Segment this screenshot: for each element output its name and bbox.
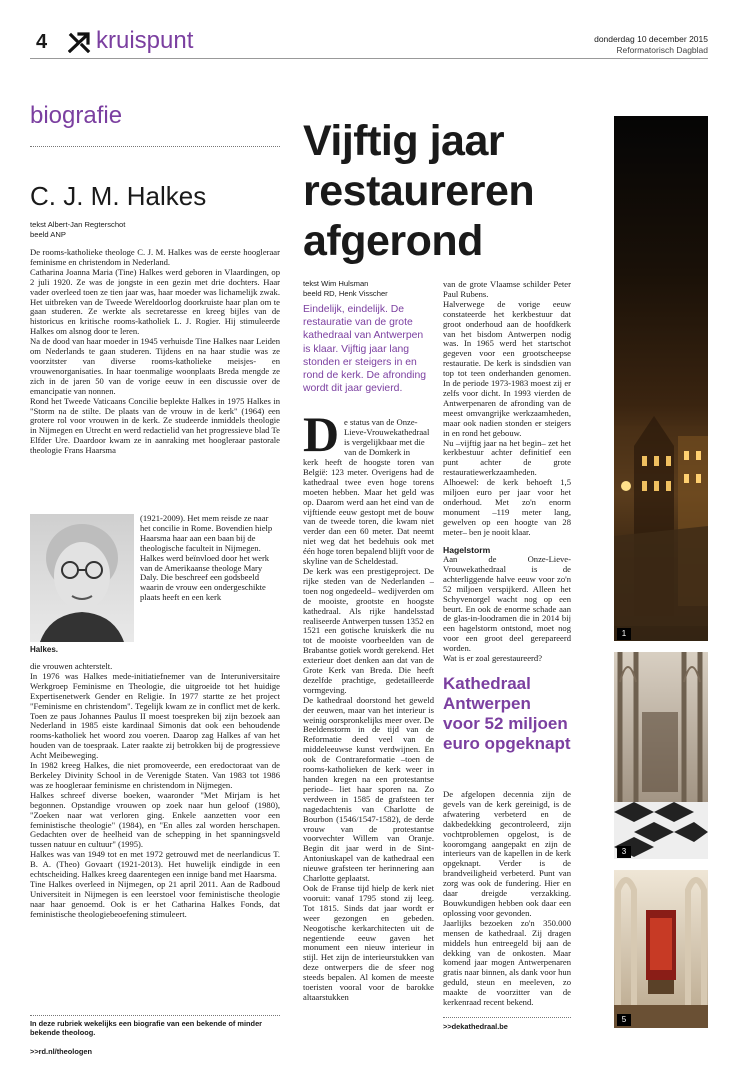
photo-label-1: 1 (617, 628, 631, 640)
page-number: 4 (36, 31, 48, 53)
box-title: Kathedraal Antwerpen voor 52 miljoen euro opgeknapt (443, 674, 571, 753)
bio-body-side: (1921-2009). Het mem reisde ze naar het concilie in Rome. Bovendien hielp Haarsma haar aan een baan bij de theologische faculteit in Nijmegen. Halkes werd beïnvloed door het werk van de Amerikaanse theologe Mary Daly. Die beschreef een godsbeeld waarin de vrouw een ondergeschikte plaats heeft en een kerk (140, 514, 273, 603)
bio-foot-divider (30, 1015, 280, 1016)
rubric-divider (30, 146, 280, 147)
section-title: kruispunt (96, 27, 194, 54)
photo-cathedral-altar (614, 870, 708, 1028)
header-rule (30, 58, 708, 59)
article-credit-text: tekst Wim Hulsman (303, 279, 369, 288)
photo-label-5: 5 (617, 1014, 631, 1026)
article-credit-photo: beeld RD, Henk Visscher (303, 289, 388, 298)
article-col2b: Aan de Onze-Lieve-Vrouwekathedraal is de achterliggende halve eeuw voor zo'n 52 miljoen verspijkerd. Alleen het Schyvenorgel wacht nog op een beurt. En ook de enorme schade aan de glas-in-loodramen die in 2014 bij een hagelstorm ontstond, moet nog voor een groot deel gerepareerd worden. Wat is er zoal gerestaureerd? (443, 555, 571, 664)
bio-link[interactable]: >>rd.nl/theologen (30, 1047, 93, 1056)
drop-cap: D (303, 406, 340, 462)
rubric-title: biografie (30, 102, 123, 129)
article-lead: Eindelijk, eindelijk. De restauratie van de grote kathedraal van Antwerpen is klaar. Vijftig jaar lang stonden er steigers in en rond de kerk. De afronding wordt dit jaar gevierd. (303, 304, 427, 395)
bio-name: C. J. M. Halkes (30, 181, 207, 211)
bio-credit-photo: beeld ANP (30, 230, 66, 239)
photo-label-3: 3 (617, 846, 631, 858)
photo-cathedral-night (614, 116, 708, 641)
portrait-photo (30, 514, 134, 642)
bio-footnote: In deze rubriek wekelijks een biografie van een bekende of minder bekende theoloog. (30, 1019, 263, 1037)
header-date: donderdag 10 december 2015 (594, 34, 708, 44)
article-link[interactable]: >>dekathedraal.be (443, 1022, 508, 1031)
cross-arrow-icon (68, 31, 92, 53)
box-body: De afgelopen decennia zijn de gevels van de kerk gereinigd, is de afwatering verbeterd en de dakbedekking gecontroleerd, zijn vochtproblemen opgelost, is de kooromgang aangepakt en zijn de interieurs van de kapellen in de kerk opgeknapt. Verder is de brandveiligheid verbeterd. Punt van zorg was ook de fundering. Hier en daar dreigde verzakking. Bouwkundigen hebben ook daar een oplossing voor gevonden. Jaarlijks bezoeken zo'n 350.000 mensen de kathedraal. Zij dragen middels hun entreegeld bij aan de dekking van de onkosten. Maar komend jaar mogen Antwerpenaren gratis naar binnen, als dank voor hun geduld, steun en meeleven, zo maakte de voorzitter van de kerkenraad recent bekend. (443, 790, 571, 1008)
photo-caption: Halkes. (30, 645, 59, 654)
article-subhead: Hagelstorm (443, 545, 491, 555)
article-col2: van de grote Vlaamse schilder Peter Paul Rubens. Halverwege de vorige eeuw constateerde het kerkbestuur dat groot onderhoud aan de hoofdkerk van het bisdom Antwerpen nodig was. In 1965 werd het startschot gegeven voor een grootscheepse restauratie. De kerk is sindsdien van top tot teen onderhanden genomen. In de periode 1973-1983 moest zij er zelfs voor dicht. In 1993 vierden de Antwerpenaren de afronding van de meest omvangrijke werkzaamheden, maar ook nadien stonden er steigers in en rond het gebouw. Nu –vijftig jaar na het begin– zet het kerkbestuur achter definitief een punt achter de grote restauratiewerkzaamheden. Alhoewel: de kerk behoeft 1,5 miljoen euro per jaar voor het onderhoud. Met zo'n enorm monument –119 meter lang, gewelven op een hoogte van 28 meter– ben je nooit klaar. (443, 280, 571, 537)
header-paper: Reformatorisch Dagblad (616, 45, 708, 55)
article-col1: kerk heeft de hoogste toren van België: 123 meter. Overigens had de kathedraal twee even hoge torens moeten hebben. Maar het geld was op. Daarom werd aan het eind van de vijftiende eeuw gestopt met de bouw van de tweede toren, die kwam niet verder dan een 60 meter. Dat neemt niet weg dat het bedehuis ook met één hoge toren bepalend blijft voor de skyline van de Scheldestad. De kerk was een prestigeproject. De rijke steden van de Nederlanden –toen nog ongedeeld– wedijverden om de mooiste, grootste en hoogste kathedraal. Als rijke handelsstad realiseerde Antwerpen tussen 1352 en 1521 een gotische kruiskerk die nu tot de mooiste voorbeelden van de Brabantse gotiek wordt gerekend. Het exterieur doet denken aan dat van de Grote Kerk van Breda. Die heeft dezelfde prachtige, gedetailleerde vormgeving. De kathedraal doorstond het geweld der eeuwen, maar van het interieur is weinig oorspronkelijks meer over. De Beeldenstorm in de tijd van de Reformatie deed veel van de middeleeuwse kunst verdwijnen. En ook de Contrareformatie –toen de rooms-katholieken de kerk weer in handen kregen na een protestantse periode– liet haar sporen na. Zo verdween in 1585 de grafsteen ter nagedachtenis van Charlotte de Bourbon (1546/1547-1582), de derde vrouw van de protestantse voorvechter Willem van Oranje. Begin dit jaar werd in de Sint-Antoniuskapel van de kathedraal een nieuwe grafsteen ter herinnering aan Charlotte geplaatst. Ook de Franse tijd hielp de kerk niet vooruit: vanaf 1795 stond zij leeg. Tot 1815. Sinds dat jaar wordt er weer gezongen en gebeden. Neogotische kerkarchitecten uit de negentiende eeuw gaven het monument een nieuw interieur in stijl. Het zijn de interieurstukken van deze ontwerpers die de sfeer nog steeds bepalen. Al komen de meeste toeristen vooral voor de barokke altaarstukken (303, 458, 434, 1002)
article-col1-dropcap-text: e status van de Onze-Lieve-Vrouwekathedraal is vergelijkbaar met die van de Domkerk in (344, 418, 430, 457)
bio-credit-text: tekst Albert-Jan Regterschot (30, 220, 126, 229)
article-foot-divider (443, 1017, 571, 1018)
bio-body-top: De rooms-katholieke theologe C. J. M. Halkes was de eerste hoogleraar feminisme en christendom in Nederland. Catharina Joanna Maria (Tine) Halkes werd geboren in Vlaardingen, op 2 juli 1920. Ze was de jongste in een gezin met drie dochters. Haar vader overleed toen ze tien jaar was, haar moeder was lichamelijk zwak. Het uitbreken van de Tweede Wereldoorlog doorkruiste haar plan om te gaan studeren. Ze werkte als secretaresse en kreeg bijles van de historicus en kritische rooms-katholiek L. J. Rogier. Hij stimuleerde Halkes om alsnog door te leren. Na de dood van haar moeder in 1945 verhuisde Tine Halkes naar Leiden om Nederlands te gaan studeren. Tijdens en na haar studie was ze voorzitster van diverse rooms-katholieke meisjes- en vrouwenorganisaties. In haar toenmalige woonplaats Breda mengde ze zich in de jaren 50 van de vorige eeuw in een discussie over de emancipatie van nonnen. Rond het Tweede Vaticaans Concilie beplekte Halkes in 1975 Halkes in "Storm na de stilte. De plaats van de vrouw in de kerk" (1964) een grotere rol voor vrouwen in de kerk. Ze studeerde inmiddels theologie in Nijmegen en Utrecht en werd redactielid van het progressieve blad Te Elfder Ure. Daardoor kwam ze in aanraking met hoogleraar pastorale theologie Frans Haarsma (30, 248, 280, 456)
bio-body-bottom: die vrouwen achterstelt. In 1976 was Halkes mede-initiatiefnemer van de Interuniversitaire Werkgroep Feminisme en Theologie, die uitgroeide tot het huidige Expertisenetwerk Gender en Religie. In 1977 startte ze het project "Feminisme en christendom". Tegelijk kwam ze in conflict met de kerk. Toen ze paus Johannes Paulus II moest toespreken bij zijn bezoek aan Nederland in 1985 eiste kardinaal Simonis dat ook een behoudende rooms-katholiek het woord zou voeren. Daarop zag Halkes af van het houden van de toespraak. Later raakte zij betrokken bij de progressieve Acht Meibeweging. In 1982 kreeg Halkes, die niet promoveerde, een eredoctoraat van de Berkeley Divinity School in de Verenigde Staten. Van 1983 tot 1986 was ze hoogleraar feminisme en christendom in Nijmegen. Halkes schreef diverse boeken, waaronder "Met Mirjam is het begonnen. Opstandige vrouwen op zoek naar hun geloof (1980), "Zoeken naar wat verloren ging. Enkele aanzetten voor een feministische theologie" (1984), en "En alles zal worden herschapen. Gedachten over de heelheid van de schepping in het spanningsveld tussen natuur en cultuur" (1995). Halkes was van 1949 tot en met 1972 getrouwd met de neerlandicus T. B. A. (Theo) Govaart (1921-2013). Het huwelijk eindigde in een echtscheiding. Halkes kreeg daarentegen een innige band met Haarsma. Tine Halkes overleed in Nijmegen, op 21 april 2011. Aan de Radboud Universiteit in Nijmegen is een leerstoel voor feministische theologie naar haar genoemd. Ook is er het Catharina Halkes Fonds, dat feministische theologiebeoefening stimuleert. (30, 662, 280, 919)
article-headline: Vijftig jaar restaureren afgerond (303, 117, 535, 265)
photo-cathedral-nave (614, 652, 708, 859)
